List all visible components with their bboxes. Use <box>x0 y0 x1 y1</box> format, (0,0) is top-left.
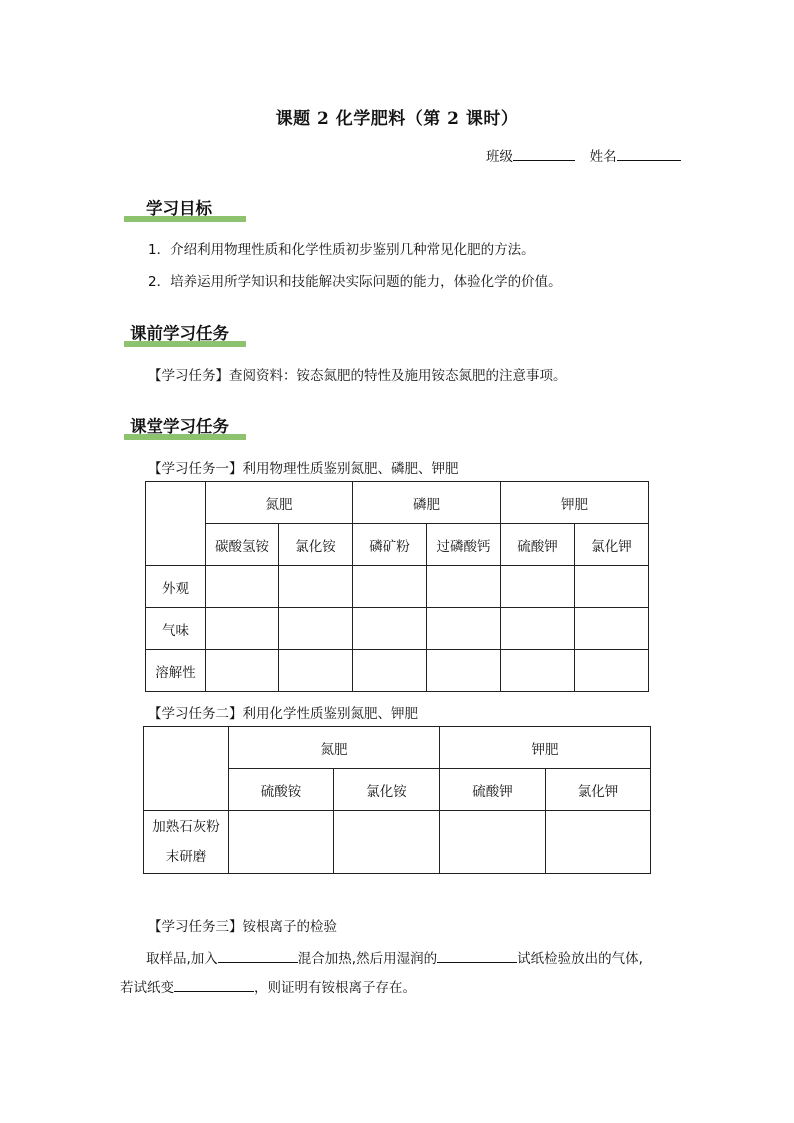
answer-cell[interactable] <box>353 608 427 650</box>
table-corner-cell <box>146 482 206 566</box>
goal-item: 2．培养运用所学知识和技能解决实际问题的能力，体验化学的价值。 <box>148 274 562 290</box>
section-goals-label: 学习目标 <box>146 199 212 218</box>
task3-paragraph-line2 <box>120 976 416 996</box>
item-header: 磷矿粉 <box>353 524 427 566</box>
item-header: 过磷酸钙 <box>427 524 501 566</box>
task1-heading: 【学习任务一】利用物理性质鉴别氮肥、磷肥、钾肥 <box>148 461 459 477</box>
page-title: 课题 2 化学肥料（第 2 课时） <box>275 109 519 129</box>
answer-cell[interactable] <box>501 566 575 608</box>
group-header: 钾肥 <box>501 482 649 524</box>
task3-heading: 【学习任务三】铵根离子的检验 <box>148 919 337 935</box>
task1-table <box>145 481 649 692</box>
row-label-line: 末研磨 <box>165 849 207 865</box>
row-label: 外观 <box>146 566 206 608</box>
row-label: 溶解性 <box>146 650 206 692</box>
item-header: 氯化钾 <box>575 524 649 566</box>
answer-cell[interactable] <box>501 650 575 692</box>
fill-blank-color[interactable] <box>174 977 254 992</box>
row-label-line: 加熟石灰粉 <box>152 819 220 835</box>
answer-cell[interactable] <box>440 811 546 874</box>
row-label: 气味 <box>146 608 206 650</box>
group-header: 钾肥 <box>440 727 651 769</box>
answer-cell[interactable] <box>501 608 575 650</box>
answer-cell[interactable] <box>427 566 501 608</box>
section-pre-heading <box>124 320 229 344</box>
answer-cell[interactable] <box>279 608 353 650</box>
section-class-heading <box>124 413 229 437</box>
class-label: 班级 <box>486 149 513 165</box>
pre-task-line <box>148 364 567 384</box>
task2-heading: 【学习任务二】利用化学性质鉴别氮肥、钾肥 <box>148 706 418 722</box>
item-header: 硫酸铵 <box>229 769 334 811</box>
class-name-line <box>486 145 681 165</box>
answer-cell[interactable] <box>575 650 649 692</box>
group-header: 氮肥 <box>206 482 353 524</box>
fill-blank-test-paper[interactable] <box>437 948 517 963</box>
answer-cell[interactable] <box>427 650 501 692</box>
task3-text: 若试纸变 <box>120 980 174 996</box>
task2-table <box>143 726 651 874</box>
answer-cell[interactable] <box>279 650 353 692</box>
answer-cell[interactable] <box>427 608 501 650</box>
task3-text: ，则证明有铵根离子存在。 <box>254 980 416 996</box>
item-header: 氯化铵 <box>334 769 440 811</box>
group-header: 氮肥 <box>229 727 440 769</box>
task3-text: 混合加热,然后用湿润的 <box>297 951 438 967</box>
answer-cell[interactable] <box>229 811 334 874</box>
fill-blank-reagent[interactable] <box>218 948 298 963</box>
answer-cell[interactable] <box>353 650 427 692</box>
answer-cell[interactable] <box>334 811 440 874</box>
answer-cell[interactable] <box>206 650 279 692</box>
item-header: 氯化铵 <box>279 524 353 566</box>
answer-cell[interactable] <box>206 608 279 650</box>
answer-cell[interactable] <box>279 566 353 608</box>
name-blank <box>617 146 681 161</box>
answer-cell[interactable] <box>575 566 649 608</box>
answer-cell[interactable] <box>206 566 279 608</box>
group-header: 磷肥 <box>353 482 501 524</box>
task3-paragraph-line1 <box>146 947 643 967</box>
item-header: 硫酸钾 <box>440 769 546 811</box>
answer-cell[interactable] <box>546 811 651 874</box>
section-class-label: 课堂学习任务 <box>130 417 229 436</box>
pre-task-tag: 【学习任务】 <box>148 368 229 384</box>
item-header: 氯化钾 <box>546 769 651 811</box>
goal-item: 1．介绍利用物理性质和化学性质初步鉴别几种常见化肥的方法。 <box>148 242 535 258</box>
task3-text: 取样品,加入 <box>146 951 218 967</box>
name-label: 姓名 <box>589 149 617 165</box>
item-header: 硫酸钾 <box>501 524 575 566</box>
answer-cell[interactable] <box>353 566 427 608</box>
section-goals-heading <box>124 195 212 219</box>
row-label <box>144 811 229 874</box>
task3-text: 试纸检验放出的气体, <box>517 951 643 967</box>
pre-task-text: 查阅资料：铵态氮肥的特性及施用铵态氮肥的注意事项。 <box>229 368 567 384</box>
answer-cell[interactable] <box>575 608 649 650</box>
class-blank <box>513 146 575 161</box>
item-header: 碳酸氢铵 <box>206 524 279 566</box>
section-pre-label: 课前学习任务 <box>130 324 229 343</box>
table-corner-cell <box>144 727 229 811</box>
